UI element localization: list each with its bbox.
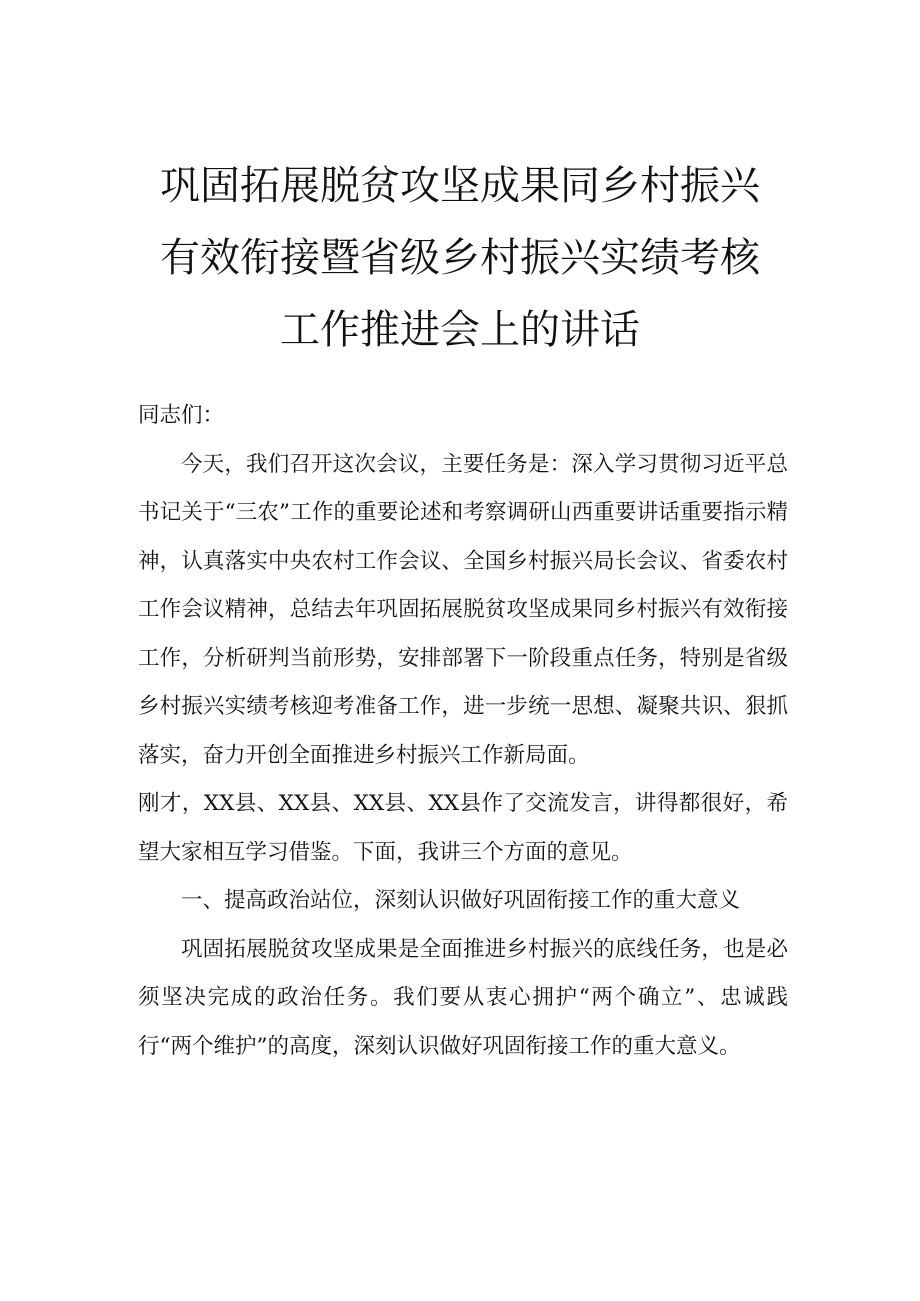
paragraph-section-1: 巩固拓展脱贫攻坚成果是全面推进乡村振兴的底线任务，也是必须坚决完成的政治任务。我们要从衷心拥护“两个确立”、忠诚践行“两个维护”的高度，深刻认识做好巩固衔接工作的重大意义。 — [138, 936, 788, 1059]
paragraph-transition: 刚才，XX县、XX县、XX县、XX县作了交流发言，讲得都很好，希望大家相互学习借鉴。下面，我讲三个方面的意见。 — [138, 791, 788, 865]
salutation: 同志们： — [138, 403, 225, 428]
document-title — [100, 150, 820, 366]
section-heading-1: 一、提高政治站位，深刻认识做好巩固衔接工作的重大意义 — [181, 888, 741, 913]
paragraph-opening: 今天，我们召开这次会议，主要任务是：深入学习贯彻习近平总书记关于“三农”工作的重要论述和考察调研山西重要讲话重要指示精神，认真落实中央农村工作会议、全国乡村振兴局长会议、省委农村工作会议精神，总结去年巩固拓展脱贫攻坚成果同乡村振兴有效衔接工作，分析研判当前形势，安排部署下一阶段重点任务，特别是省级乡村振兴实绩考核迎考准备工作，进一步统一思想、凝聚共识、狠抓落实，奋力开创全面推进乡村振兴工作新局面。 — [138, 451, 788, 768]
document-body — [138, 392, 788, 1071]
title-line-2: 有效衔接暨省级乡村振兴实绩考核 — [160, 235, 760, 281]
title-line-1: 巩固拓展脱贫攻坚成果同乡村振兴 — [160, 163, 760, 209]
title-line-3: 工作推进会上的讲话 — [280, 307, 640, 353]
